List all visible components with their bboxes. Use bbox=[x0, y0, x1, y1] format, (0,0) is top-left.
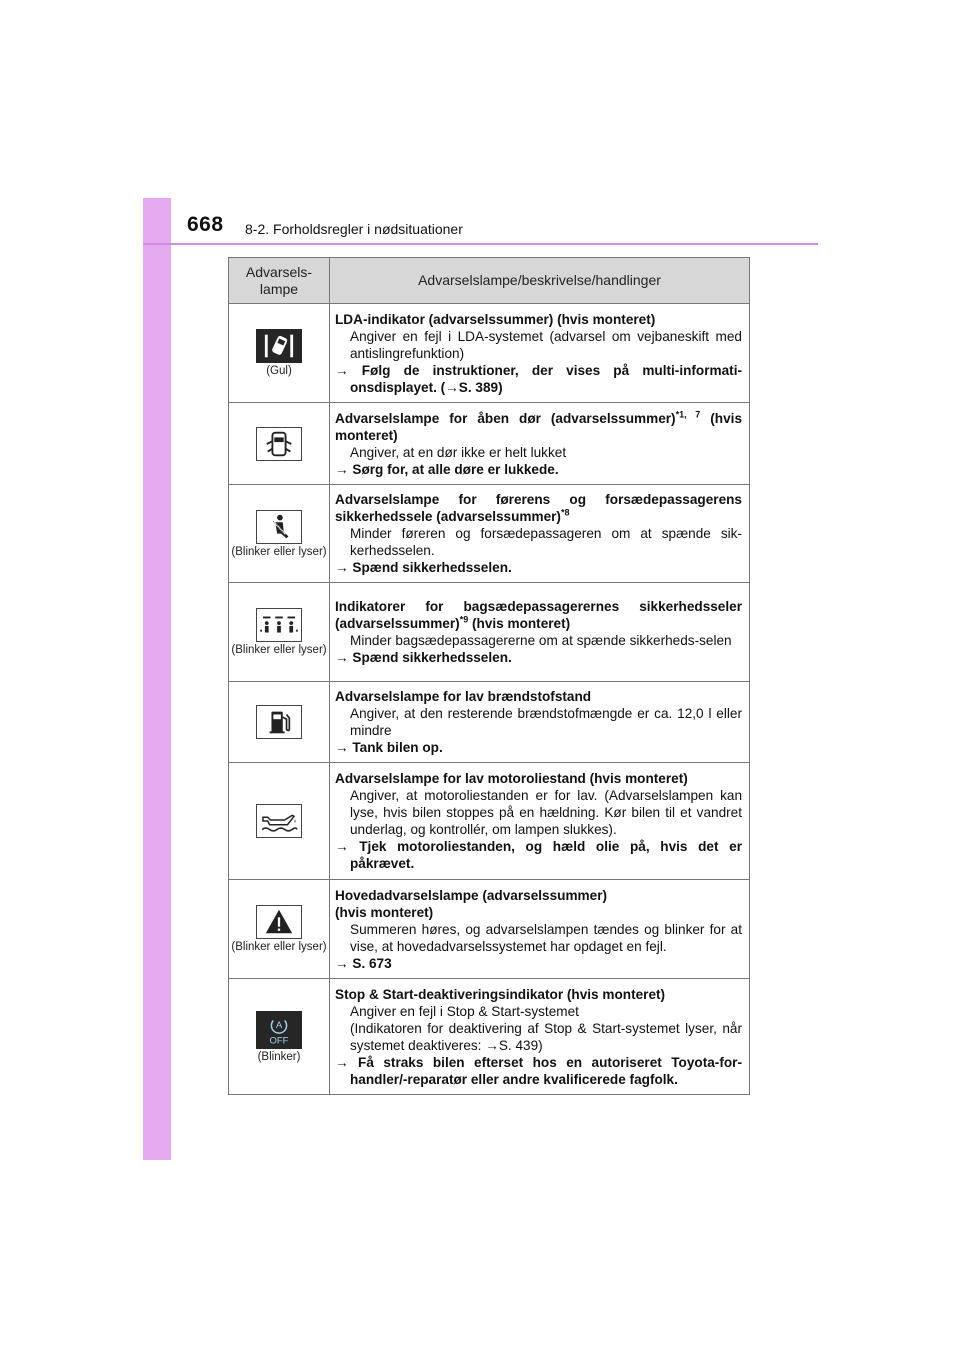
row-title: Indikatorer for bagsædepassagerernes sikkerhedsseler (advarselssummer)$^{*9}$ (hvis monteret) bbox=[335, 599, 742, 631]
lamp-caption: (Blinker eller lyser) bbox=[231, 941, 327, 953]
table-row bbox=[229, 485, 750, 583]
row-body: Minder føreren og forsædepassageren om at spænde sik-kerhedsselen. bbox=[350, 526, 742, 558]
section-title: 8-2. Forholdsregler i nødsituationer bbox=[245, 221, 463, 237]
row-body: Minder bagsædepassagererne om at spænde sikkerheds-selen bbox=[350, 633, 732, 648]
row-title-line2: (hvis monteret) bbox=[335, 904, 434, 920]
arrow-right-icon: → bbox=[335, 362, 362, 378]
description-cell bbox=[330, 583, 750, 682]
master-warning-icon bbox=[256, 905, 302, 939]
description-cell bbox=[330, 403, 750, 485]
row-action: → Sørg for, at alle døre er lukkede. bbox=[335, 461, 559, 477]
arrow-right-icon: → bbox=[335, 740, 353, 755]
arrow-right-icon: → bbox=[335, 955, 353, 971]
lamp-cell bbox=[229, 979, 330, 1095]
fuel-pump-icon bbox=[256, 705, 302, 739]
table-row bbox=[229, 403, 750, 485]
column-header-description: Advarselslampe/beskrivelse/handlinger bbox=[330, 258, 750, 304]
page-number: 668 bbox=[187, 213, 224, 236]
seatbelt-icon bbox=[256, 510, 302, 544]
row-action: → Få straks bilen efterset hos en autoriseret Toyota-for-handler/-reparatør eller andre kvalificerede fagfolk. bbox=[335, 1054, 742, 1087]
lamp-cell bbox=[229, 304, 330, 403]
lamp-cell bbox=[229, 485, 330, 583]
svg-text:OFF: OFF bbox=[269, 1034, 289, 1046]
row-title: Hovedadvarselslampe (advarselssummer) bbox=[335, 887, 608, 903]
lamp-caption: (Blinker) bbox=[257, 1050, 301, 1063]
table-row bbox=[229, 583, 750, 682]
row-action: → S. 673 bbox=[335, 955, 392, 971]
row-action: → Følg de instruktioner, der vises på multi-informati-onsdisplayet. (→S. 389) bbox=[335, 362, 742, 395]
table-header-row bbox=[229, 258, 750, 304]
row-action: → Tank bilen op. bbox=[335, 740, 443, 755]
description-cell bbox=[330, 763, 750, 880]
lamp-cell bbox=[229, 682, 330, 763]
row-title: Advarselslampe for førerens og forsædepassagerens sikkerhedssele (advarselssummer)$^{*8}$ bbox=[335, 492, 742, 524]
lamp-caption: (Gul) bbox=[266, 365, 292, 377]
oil-level-icon bbox=[256, 804, 302, 838]
table-row bbox=[229, 763, 750, 880]
arrow-right-icon: → bbox=[335, 839, 360, 854]
table-row bbox=[229, 682, 750, 763]
chapter-sidebar-tab bbox=[143, 198, 171, 1160]
description-cell bbox=[330, 979, 750, 1095]
table-row bbox=[229, 979, 750, 1095]
description-cell bbox=[330, 304, 750, 403]
row-title: LDA-indikator (advarselssummer) (hvis monteret) bbox=[335, 311, 656, 327]
row-title: Advarselslampe for åben dør (advarselssummer)$^{*1, 7}$ (hvis monteret) bbox=[335, 408, 743, 443]
row-action: → Tjek motoroliestanden, og hæld olie på, hvis det er påkrævet. bbox=[335, 839, 742, 871]
column-header-lamp: Advarsels- lampe bbox=[229, 258, 330, 304]
svg-text:A: A bbox=[275, 1019, 283, 1031]
open-door-icon bbox=[256, 427, 302, 461]
row-title: Advarselslampe for lav motoroliestand (hvis monteret) bbox=[335, 771, 688, 786]
arrow-right-icon: → bbox=[335, 461, 353, 477]
description-cell bbox=[330, 485, 750, 583]
arrow-right-icon: → bbox=[335, 650, 353, 665]
row-body: Summeren høres, og advarselslampen tændes og blinker for at vise, at hovedadvarselssystemet har opdaget en fejl. bbox=[350, 921, 742, 954]
description-cell bbox=[330, 880, 750, 979]
description-cell bbox=[330, 682, 750, 763]
lamp-cell bbox=[229, 583, 330, 682]
row-title: Stop & Start-deaktiveringsindikator (hvis monteret) bbox=[335, 986, 666, 1002]
warning-lights-table bbox=[228, 257, 750, 1095]
table-row bbox=[229, 880, 750, 979]
row-body: Angiver, at den resterende brændstofmængde er ca. 12,0 l eller mindre bbox=[350, 706, 742, 738]
row-action: → Spænd sikkerhedsselen. bbox=[335, 560, 512, 575]
row-title: Advarselslampe for lav brændstofstand bbox=[335, 689, 592, 704]
row-body: Angiver en fejl i Stop & Start-systemet bbox=[350, 1003, 579, 1019]
row-body: Angiver en fejl i LDA-systemet (advarsel om vejbaneskift med antislingrefunktion) bbox=[350, 328, 742, 361]
lamp-cell bbox=[229, 403, 330, 485]
arrow-right-icon: → bbox=[335, 1054, 359, 1070]
row-action: → Spænd sikkerhedsselen. bbox=[335, 650, 512, 665]
lamp-cell bbox=[229, 763, 330, 880]
row-body: Angiver, at motoroliestanden er for lav. (Advarselslampen kan lyse, hvis bilen stoppes på en hældning. Kør bilen til et vandret underlag, og kontrollér, om lampen slukkes). bbox=[350, 788, 742, 837]
row-body-note: (Indikatoren for deaktivering af Stop & Start-systemet lyser, når systemet deaktiveres: →S. 439) bbox=[350, 1020, 742, 1053]
lamp-caption: (Blinker eller lyser) bbox=[231, 545, 327, 558]
header-rule bbox=[143, 243, 818, 245]
stop-start-off-icon bbox=[256, 1011, 302, 1049]
row-body: Angiver, at en dør ikke er helt lukket bbox=[350, 444, 567, 460]
lamp-caption: (Blinker eller lyser) bbox=[231, 644, 327, 656]
lamp-cell bbox=[229, 880, 330, 979]
table-row bbox=[229, 304, 750, 403]
rear-seatbelt-icon bbox=[256, 608, 302, 642]
lane-departure-icon bbox=[256, 329, 302, 363]
arrow-right-icon: → bbox=[335, 560, 353, 575]
